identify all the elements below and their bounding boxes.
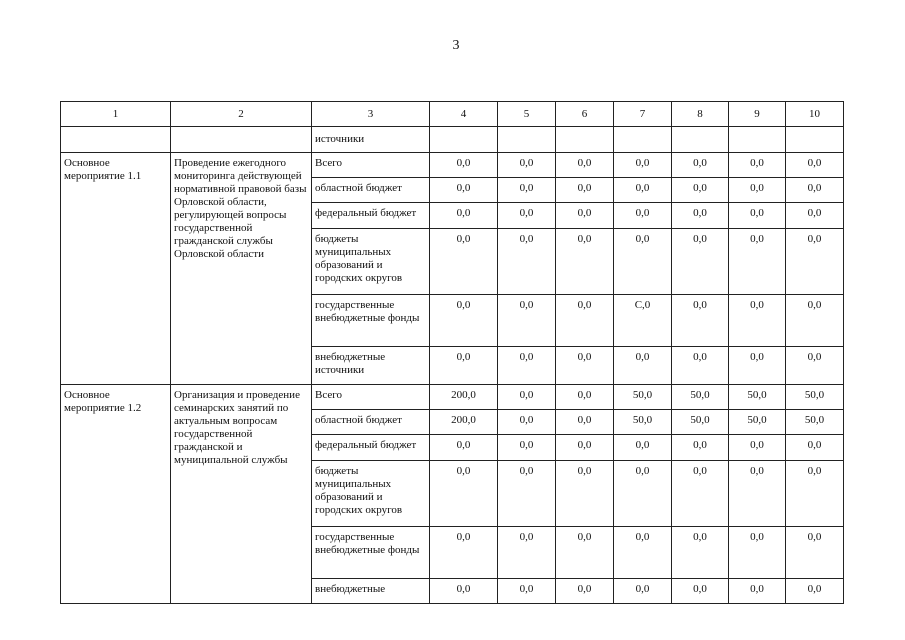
value-cell: 50,0 [786,410,844,435]
continuation-row [61,127,844,153]
value-cell: 0,0 [498,579,556,604]
table-row [61,385,844,410]
header-cell: 5 [498,102,556,127]
value-cell: 0,0 [498,153,556,178]
value-cell: 0,0 [614,347,672,385]
value-cell: 0,0 [786,579,844,604]
empty-cell [556,127,614,153]
empty-cell [430,127,498,153]
empty-cell [614,127,672,153]
empty-cell [672,127,729,153]
funding-source: Всего [312,385,430,410]
value-cell: 0,0 [498,385,556,410]
activity-name: Основное мероприятие 1.2 [61,385,171,604]
header-cell: 1 [61,102,171,127]
value-cell: 200,0 [430,385,498,410]
funding-source: областной бюджет [312,410,430,435]
value-cell: 0,0 [556,347,614,385]
value-cell: 0,0 [556,579,614,604]
value-cell: С,0 [614,295,672,347]
header-cell: 6 [556,102,614,127]
funding-source: внебюджетные [312,579,430,604]
header-cell: 9 [729,102,786,127]
value-cell: 0,0 [729,229,786,295]
value-cell: 0,0 [672,153,729,178]
value-cell: 0,0 [498,461,556,527]
funding-source: федеральный бюджет [312,435,430,461]
value-cell: 0,0 [556,295,614,347]
value-cell: 50,0 [672,385,729,410]
table-body [61,102,844,604]
header-cell: 3 [312,102,430,127]
value-cell: 0,0 [498,410,556,435]
value-cell: 0,0 [430,153,498,178]
value-cell: 0,0 [556,410,614,435]
value-cell: 50,0 [729,385,786,410]
value-cell: 0,0 [430,203,498,229]
value-cell: 50,0 [672,410,729,435]
empty-cell [729,127,786,153]
value-cell: 0,0 [614,435,672,461]
value-cell: 0,0 [672,203,729,229]
value-cell: 0,0 [614,203,672,229]
header-cell: 2 [171,102,312,127]
value-cell: 0,0 [786,527,844,579]
page-number: 3 [452,38,460,53]
funding-source: внебюджетные источники [312,347,430,385]
funding-source: государственные внебюджетные фонды [312,295,430,347]
value-cell: 0,0 [729,579,786,604]
value-cell: 0,0 [614,527,672,579]
value-cell: 0,0 [430,527,498,579]
value-cell: 0,0 [498,203,556,229]
activity-name: Основное мероприятие 1.1 [61,153,171,385]
value-cell: 0,0 [614,461,672,527]
table-row [61,153,844,178]
value-cell: 0,0 [498,347,556,385]
value-cell: 0,0 [672,527,729,579]
value-cell: 50,0 [614,385,672,410]
value-cell: 0,0 [430,435,498,461]
header-cell: 4 [430,102,498,127]
empty-cell [498,127,556,153]
funding-source: Всего [312,153,430,178]
header-row [61,102,844,127]
value-cell: 0,0 [729,153,786,178]
value-cell: 0,0 [498,178,556,203]
empty-cell [171,127,312,153]
value-cell: 0,0 [498,229,556,295]
value-cell: 0,0 [729,461,786,527]
value-cell: 0,0 [786,435,844,461]
value-cell: 0,0 [614,579,672,604]
value-cell: 0,0 [498,295,556,347]
value-cell: 0,0 [430,347,498,385]
empty-cell [786,127,844,153]
funding-table [60,101,844,604]
value-cell: 50,0 [729,410,786,435]
value-cell: 0,0 [672,229,729,295]
value-cell: 0,0 [672,295,729,347]
value-cell: 0,0 [729,527,786,579]
header-cell: 10 [786,102,844,127]
value-cell: 0,0 [556,385,614,410]
value-cell: 0,0 [786,178,844,203]
empty-cell [61,127,171,153]
value-cell: 0,0 [672,347,729,385]
value-cell: 0,0 [786,153,844,178]
value-cell: 0,0 [672,461,729,527]
value-cell: 0,0 [729,295,786,347]
header-cell: 8 [672,102,729,127]
value-cell: 0,0 [556,527,614,579]
value-cell: 0,0 [556,229,614,295]
value-cell: 0,0 [430,461,498,527]
value-cell: 0,0 [498,527,556,579]
value-cell: 0,0 [498,435,556,461]
value-cell: 0,0 [430,295,498,347]
value-cell: 0,0 [556,435,614,461]
activity-description: Организация и проведение семинарских занятий по актуальным вопросам государственной гражданской и муниципальной службы [171,385,312,604]
value-cell: 0,0 [614,229,672,295]
value-cell: 0,0 [430,229,498,295]
funding-source: государственные внебюджетные фонды [312,527,430,579]
value-cell: 0,0 [614,178,672,203]
activity-description: Проведение ежегодного мониторинга действующей нормативной правовой базы Орловской области, регулирующей вопросы государственной гражданской службы Орловской области [171,153,312,385]
value-cell: 0,0 [556,153,614,178]
value-cell: 0,0 [786,461,844,527]
value-cell: 0,0 [729,347,786,385]
header-cell: 7 [614,102,672,127]
value-cell: 0,0 [786,203,844,229]
value-cell: 0,0 [430,178,498,203]
value-cell: 0,0 [729,178,786,203]
value-cell: 0,0 [672,178,729,203]
value-cell: 50,0 [786,385,844,410]
value-cell: 0,0 [672,579,729,604]
value-cell: 0,0 [729,435,786,461]
value-cell: 0,0 [729,203,786,229]
value-cell: 50,0 [614,410,672,435]
funding-source: бюджеты муниципальных образований и городских округов [312,461,430,527]
value-cell: 0,0 [786,347,844,385]
source-cell: источники [312,127,430,153]
value-cell: 0,0 [672,435,729,461]
funding-source: бюджеты муниципальных образований и городских округов [312,229,430,295]
value-cell: 0,0 [430,579,498,604]
funding-source: федеральный бюджет [312,203,430,229]
funding-source: областной бюджет [312,178,430,203]
value-cell: 0,0 [786,295,844,347]
value-cell: 200,0 [430,410,498,435]
value-cell: 0,0 [556,203,614,229]
value-cell: 0,0 [786,229,844,295]
value-cell: 0,0 [614,153,672,178]
value-cell: 0,0 [556,461,614,527]
value-cell: 0,0 [556,178,614,203]
